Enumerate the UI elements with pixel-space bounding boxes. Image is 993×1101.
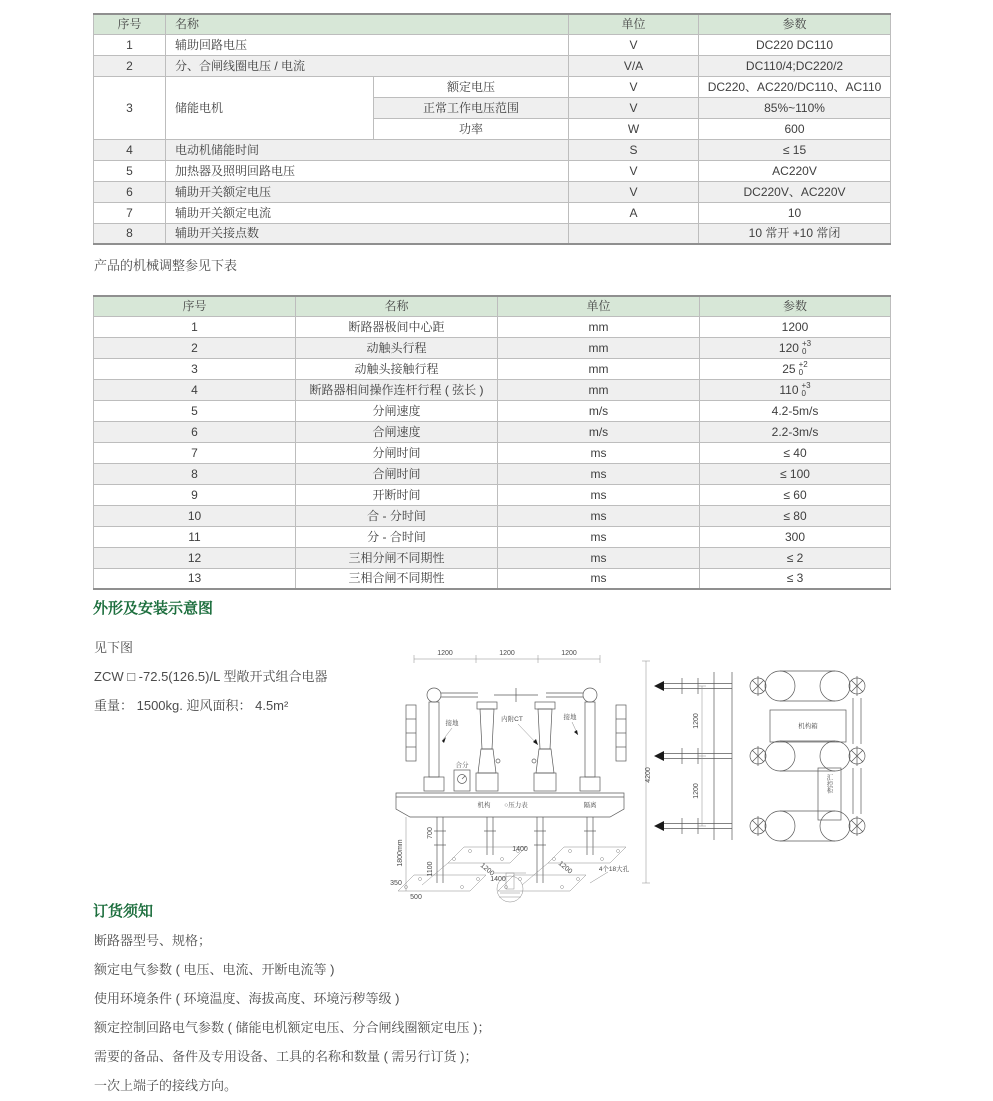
table-cell: W	[569, 118, 699, 139]
table-cell: 1	[94, 316, 296, 337]
table-cell: V/A	[569, 55, 699, 76]
table-cell: 分闸速度	[296, 400, 498, 421]
table-cell: 正常工作电压范围	[374, 97, 569, 118]
table-cell: ≤ 40	[700, 442, 891, 463]
dim-label: 1200	[556, 860, 574, 876]
order-note-item: 额定电气参数 ( 电压、电流、开断电流等 )	[94, 962, 335, 977]
table-cell: ms	[498, 526, 700, 547]
table-cell: 10 常开 +10 常闭	[699, 223, 891, 244]
table-cell: 断路器极间中心距	[296, 316, 498, 337]
plan-view-drawing	[652, 658, 897, 870]
table-row	[94, 55, 891, 76]
dim-label: 1200	[478, 862, 496, 878]
column-header: 名称	[166, 14, 569, 34]
pressure-gauge-label: ○压力表	[504, 802, 528, 809]
table-cell: 6	[94, 181, 166, 202]
table-cell: V	[569, 181, 699, 202]
table-cell: ms	[498, 484, 700, 505]
table-cell: A	[569, 202, 699, 223]
table-row	[94, 139, 891, 160]
table-cell: 加热器及照明回路电压	[166, 160, 569, 181]
dim-label: 1200	[437, 650, 453, 657]
table-cell: m/s	[498, 421, 700, 442]
order-note-item: 需要的备品、备件及专用设备、工具的名称和数量 ( 需另行订货 )；	[94, 1049, 478, 1064]
table-header	[94, 296, 891, 316]
table-cell: 12	[94, 547, 296, 568]
table-cell: ≤ 15	[699, 139, 891, 160]
table-cell: 辅助回路电压	[166, 34, 569, 55]
electrical-spec-table	[93, 13, 891, 245]
table-cell: DC220、AC220/DC110、AC110	[699, 76, 891, 97]
table-cell: 辅助开关额定电压	[166, 181, 569, 202]
table-row	[94, 160, 891, 181]
dim-label: 1400	[490, 876, 506, 883]
table-cell: V	[569, 76, 699, 97]
table-row	[94, 181, 891, 202]
table-row	[94, 223, 891, 244]
table-cell: mm	[498, 337, 700, 358]
table-body	[94, 34, 891, 244]
tolerance-stack: +3 0	[801, 338, 812, 356]
dim-label: 500	[410, 894, 422, 901]
table-row	[94, 202, 891, 223]
table-row	[94, 379, 891, 400]
order-note-item: 断路器型号、规格；	[94, 933, 212, 948]
outline-section-title: 外形及安装示意图	[93, 600, 214, 617]
table-cell: 11	[94, 526, 296, 547]
column-header: 序号	[94, 14, 166, 34]
table-cell: 5	[94, 400, 296, 421]
table-cell: ≤ 3	[700, 568, 891, 589]
table-cell: V	[569, 160, 699, 181]
table-cell: V	[569, 34, 699, 55]
table-cell: 1200	[700, 316, 891, 337]
table-cell: 10	[94, 505, 296, 526]
header-row	[94, 14, 891, 34]
table-cell: ms	[498, 505, 700, 526]
column-header: 参数	[699, 14, 891, 34]
table-cell: ms	[498, 463, 700, 484]
table-cell: 120 +3 0	[700, 337, 891, 358]
table-cell: 动触头接触行程	[296, 358, 498, 379]
table-body	[94, 316, 891, 589]
table-cell	[569, 223, 699, 244]
table-cell: V	[569, 97, 699, 118]
table-cell: ≤ 2	[700, 547, 891, 568]
table-cell: 4	[94, 379, 296, 400]
table-row	[94, 568, 891, 589]
table-cell: 2	[94, 55, 166, 76]
close-open-label: 合分	[455, 762, 469, 769]
table-cell: 三相合闸不同期性	[296, 568, 498, 589]
table-cell: 辅助开关额定电流	[166, 202, 569, 223]
table-cell: 600	[699, 118, 891, 139]
order-note-item: 使用环境条件 ( 环境温度、海拔高度、环境污秽等级 )	[94, 991, 400, 1006]
dim-label: 4200	[645, 767, 652, 783]
ground-label: 接地	[445, 720, 459, 727]
table-cell: ms	[498, 547, 700, 568]
table-cell: 开断时间	[296, 484, 498, 505]
table-cell: mm	[498, 316, 700, 337]
table-cell: 4.2-5m/s	[700, 400, 891, 421]
table-cell: 6	[94, 421, 296, 442]
table-header	[94, 14, 891, 34]
table-cell: 3	[94, 76, 166, 139]
table-cell: 7	[94, 442, 296, 463]
ct-label: 内附CT	[501, 716, 523, 723]
table-cell: ≤ 80	[700, 505, 891, 526]
dim-label: 1400	[512, 846, 528, 853]
dim-label: 1200	[561, 650, 577, 657]
dim-label: 700	[427, 827, 434, 839]
table-cell: 分、合闸线圈电压 / 电流	[166, 55, 569, 76]
table-cell: 动触头行程	[296, 337, 498, 358]
dim-label: 1800mm	[397, 839, 404, 867]
table-cell: 辅助开关接点数	[166, 223, 569, 244]
table-cell: 25 +2 0	[700, 358, 891, 379]
table-row	[94, 400, 891, 421]
table-cell: 2	[94, 337, 296, 358]
table-cell: 9	[94, 484, 296, 505]
table-cell: 8	[94, 463, 296, 484]
isolation-label: 隔离	[583, 802, 597, 809]
order-section-title: 订货须知	[93, 903, 154, 920]
order-note-item: 额定控制回路电气参数 ( 储能电机额定电压、分合闸线圈额定电压 )；	[94, 1020, 491, 1035]
table-cell: 13	[94, 568, 296, 589]
dim-label: 1100	[427, 861, 434, 877]
table-row	[94, 526, 891, 547]
table-row	[94, 337, 891, 358]
table-row	[94, 505, 891, 526]
order-notes-list	[94, 926, 491, 1100]
table-cell: 合闸时间	[296, 463, 498, 484]
table-cell: 合闸速度	[296, 421, 498, 442]
table-cell: mm	[498, 358, 700, 379]
mechanical-spec-table-wrapper	[93, 295, 891, 590]
table-cell: AC220V	[699, 160, 891, 181]
column-header: 单位	[498, 296, 700, 316]
table-cell: 300	[700, 526, 891, 547]
dim-label: 350	[390, 880, 402, 887]
table-cell: 4	[94, 139, 166, 160]
mechanical-spec-table	[93, 295, 891, 590]
table-row	[94, 484, 891, 505]
table-cell: 额定电压	[374, 76, 569, 97]
table-cell: DC220V、AC220V	[699, 181, 891, 202]
table-row	[94, 421, 891, 442]
table-cell: 5	[94, 160, 166, 181]
holes-note-label: 4个18大孔	[598, 866, 630, 873]
mechanism-label: 机构	[477, 802, 491, 809]
table-cell: 8	[94, 223, 166, 244]
column-header: 单位	[569, 14, 699, 34]
table-cell: ms	[498, 442, 700, 463]
table-cell: ms	[498, 568, 700, 589]
mechanism-box-label: 机构箱	[798, 723, 818, 730]
electrical-spec-table-wrapper	[93, 13, 891, 245]
table-cell: 分 - 合时间	[296, 526, 498, 547]
mechanical-adjust-note: 产品的机械调整参见下表	[94, 258, 238, 273]
column-header: 序号	[94, 296, 296, 316]
header-row	[94, 296, 891, 316]
table-row	[94, 463, 891, 484]
front-view-drawing	[382, 645, 660, 907]
table-cell: mm	[498, 379, 700, 400]
table-cell: 2.2-3m/s	[700, 421, 891, 442]
see-figure-line: 见下图	[94, 640, 134, 655]
tolerance-stack: +2 0	[798, 359, 808, 377]
table-cell: S	[569, 139, 699, 160]
table-cell: 储能电机	[166, 76, 374, 139]
control-cabinet-label: 汇控柜	[825, 774, 833, 794]
table-cell: 分闸时间	[296, 442, 498, 463]
table-cell: ≤ 100	[700, 463, 891, 484]
table-cell: DC220 DC110	[699, 34, 891, 55]
table-row	[94, 316, 891, 337]
model-line: ZCW □ -72.5(126.5)/L 型敞开式组合电器	[94, 669, 328, 684]
table-row	[94, 358, 891, 379]
table-cell: 3	[94, 358, 296, 379]
table-cell: 电动机储能时间	[166, 139, 569, 160]
table-cell: m/s	[498, 400, 700, 421]
table-cell: 85%~110%	[699, 97, 891, 118]
table-cell: 合 - 分时间	[296, 505, 498, 526]
table-row	[94, 547, 891, 568]
table-cell: 10	[699, 202, 891, 223]
table-cell: DC110/4;DC220/2	[699, 55, 891, 76]
column-header: 名称	[296, 296, 498, 316]
table-cell: 110 +3 0	[700, 379, 891, 400]
table-cell: 三相分闸不同期性	[296, 547, 498, 568]
weight-line: 重量： 1500kg. 迎风面积： 4.5m²	[94, 698, 289, 713]
table-cell: 功率	[374, 118, 569, 139]
table-cell: 断路器相间操作连杆行程 ( 弦长 )	[296, 379, 498, 400]
dim-label: 1200	[693, 713, 700, 729]
table-cell: 7	[94, 202, 166, 223]
table-row	[94, 442, 891, 463]
dim-label: 1200	[693, 783, 700, 799]
ground-label: 接地	[563, 714, 577, 721]
table-row	[94, 34, 891, 55]
column-header: 参数	[700, 296, 891, 316]
dim-label: 1200	[499, 650, 515, 657]
order-note-item: 一次上端子的接线方向。	[94, 1078, 238, 1093]
table-cell: 1	[94, 34, 166, 55]
table-row	[94, 76, 891, 97]
tolerance-stack: +3 0	[801, 380, 811, 398]
table-cell: ≤ 60	[700, 484, 891, 505]
